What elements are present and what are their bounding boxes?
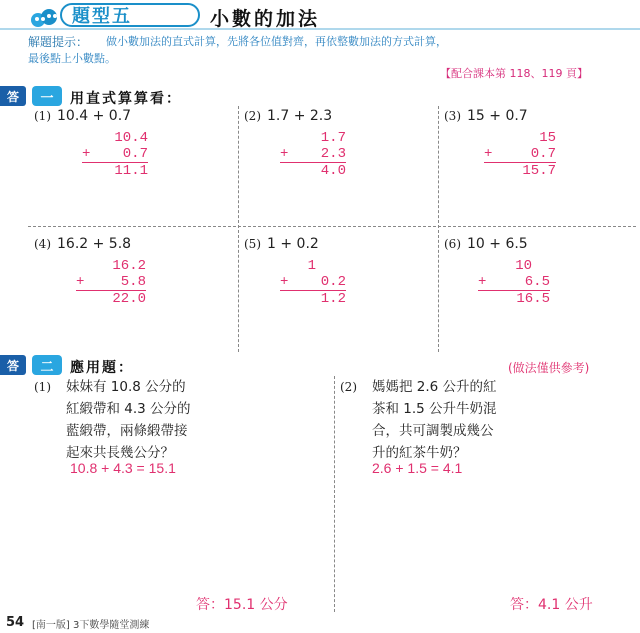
bubbles-icon — [30, 6, 60, 28]
topic-badge — [60, 3, 200, 27]
reference-note: (做法僅供參考) — [508, 361, 590, 375]
hint-text: 做小數加法的直式計算，先將各位值對齊，再依整數加法的方式計算， — [106, 35, 447, 48]
calc-2: 1.7 + 2.3 4.0 — [280, 130, 346, 179]
answer-badge-2: 答 — [0, 355, 26, 375]
result-6: 16.5 — [516, 291, 550, 307]
problem-1: (1) 10.4 + 0.7 — [34, 108, 132, 124]
hint-text-continued: 最後點上小數點。 — [28, 52, 116, 65]
problem-4: (4) 16.2 + 5.8 — [34, 236, 132, 252]
problem-2: (2) 1.7 + 2.3 — [244, 108, 333, 124]
formula-2: 2.6 + 1.5 = 4.1 — [372, 460, 463, 476]
answer-2: 答：4.1 公升 — [510, 597, 593, 613]
section-title-2: 應用題： — [70, 360, 134, 376]
answer-badge-1: 答 — [0, 86, 26, 106]
calc-4: 16.2 + 5.8 22.0 — [76, 258, 146, 307]
topic-badge-label: 題型五 — [72, 6, 132, 27]
formula-1: 10.8 + 4.3 = 15.1 — [70, 460, 176, 476]
section-number-2: 二 — [32, 355, 62, 375]
word-problem-2: (2) 媽媽把 2.6 公升的紅 茶和 1.5 公升牛奶混 合，共可調製成幾公 升的紅茶牛奶？ — [340, 379, 497, 461]
calc-6: 10 + 6.5 16.5 — [478, 258, 550, 307]
grid-divider — [238, 106, 239, 352]
problem-3: (3) 15 + 0.7 — [444, 108, 528, 124]
result-5: 1.2 — [320, 291, 346, 307]
footer-text: [南一版] 3下數學隨堂測練 — [32, 620, 150, 631]
result-3: 15.7 — [522, 163, 556, 179]
header-divider — [0, 28, 640, 30]
answer-1: 答：15.1 公分 — [196, 597, 288, 613]
hint-label: 解題提示： — [28, 35, 89, 49]
problem-6: (6) 10 + 6.5 — [444, 236, 528, 252]
page-number: 54 — [6, 615, 25, 630]
grid-divider — [438, 106, 439, 352]
result-1: 11.1 — [114, 163, 148, 179]
section-title-1: 用直式算算看： — [70, 91, 182, 107]
section-number-1: 一 — [32, 86, 62, 106]
column-divider — [334, 376, 335, 612]
problem-5: (5) 1 + 0.2 — [244, 236, 319, 252]
calc-5: 1 + 0.2 1.2 — [280, 258, 346, 307]
textbook-reference: 【配合課本第 118、119 頁】 — [440, 67, 588, 80]
result-2: 4.0 — [320, 163, 346, 179]
result-4: 22.0 — [112, 291, 146, 307]
grid-divider — [28, 226, 636, 227]
word-problem-1: (1) 妹妹有 10.8 公分的 紅緞帶和 4.3 公分的 藍緞帶，兩條緞帶接 起來共長幾公分？ — [34, 379, 191, 461]
calc-1: 10.4 + 0.7 11.1 — [82, 130, 148, 179]
page-title: 小數的加法 — [210, 8, 321, 30]
calc-3: 15 + 0.7 15.7 — [484, 130, 556, 179]
